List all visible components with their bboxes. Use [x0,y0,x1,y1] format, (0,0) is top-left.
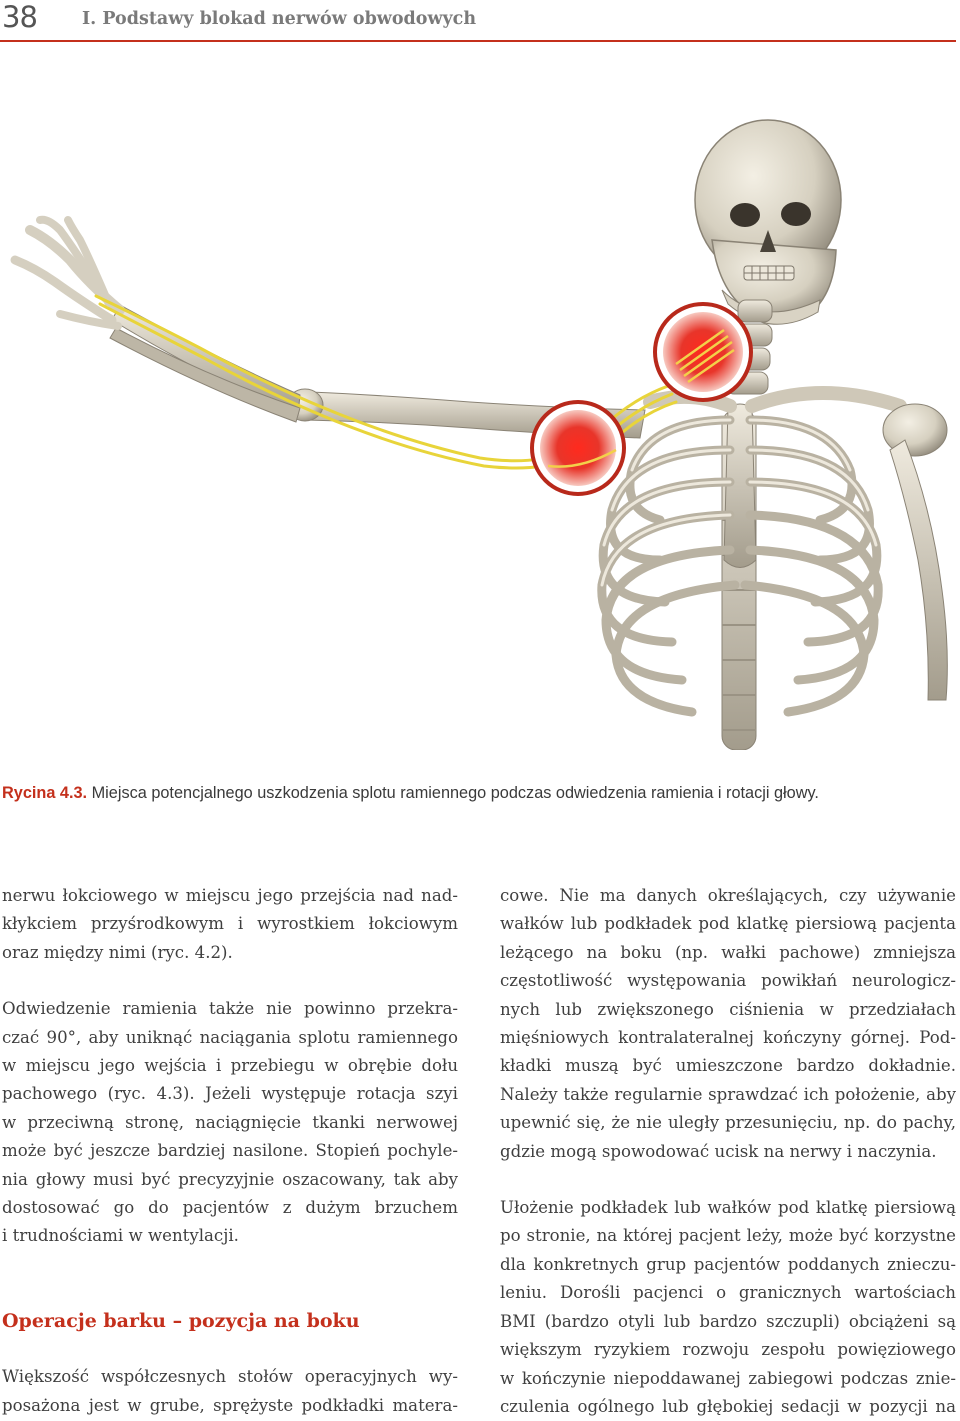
text-line: kłykciem przyśrodkowym i wyrostkiem łokciowym [2,914,458,934]
injury-site-neck [655,304,751,400]
text-line: BMI (bardzo otyli lub bardzo szczupli) obciążeni są [500,1311,956,1331]
text-line: pachowego (ryc. 4.3). Jeżeli występuje rotacja szyi [2,1084,458,1104]
text-line: nych lub zwiększonego ciśnienia w przedziałach [500,999,956,1019]
text-line: większym ryzykiem rozwoju zespołu powięziowego [500,1340,956,1360]
caption-label: Rycina 4.3. [2,784,88,802]
right-clavicle [752,393,900,406]
paragraph [500,882,956,1166]
page-number: 38 [2,0,37,34]
text-line: i trudnościami w wentylacji. [2,1226,239,1246]
text-line: Odwiedzenie ramienia także nie powinno przekra- [2,999,458,1019]
text-line: gdzie mogą spowodować ucisk na nerwy i naczynia. [500,1141,937,1161]
text-line: w miejscu jego wejścia i przebiegu w obrębie dołu [2,1056,458,1076]
text-line: może być jeszcze bardziej nasilone. Stopień pochyle- [2,1141,458,1161]
text-line: częstotliwość występowania powikłań neurologicz- [500,971,956,991]
injury-site-axilla [532,402,624,494]
section-heading: Operacje barku – pozycja na boku [2,1309,360,1332]
text-line: cowe. Nie ma danych określających, czy używanie [500,886,956,905]
text-line: w kończynie niepoddawanej zabiegowi podczas znie- [500,1368,956,1388]
text-line: Należy także regularnie sprawdzać ich położenie, aby [500,1084,956,1104]
text-line: kładki muszą być umieszczone bardzo dokładnie. [500,1056,956,1076]
text-line: posażona jest w grube, sprężyste podkładki matera- [2,1395,458,1415]
page-header [0,0,960,42]
text-line: oraz między nimi (ryc. 4.2). [2,942,233,962]
abducted-arm [15,220,645,438]
text-line: mięśniowych kontralateralnej kończyny górnej. Pod- [500,1028,956,1048]
skeleton-illustration [0,90,960,750]
text-line: czulenia ogólnego lub głębokiej sedacji w pozycji na [500,1396,956,1416]
paragraph [2,882,458,967]
text-line: Większość współczesnych stołów operacyjnych wy- [2,1367,458,1387]
text-line: leniu. Dorośli pacjenci o granicznych wartościach [500,1283,956,1303]
text-line: dostosować go do pacjentów z dużym brzuchem [2,1198,458,1218]
paragraph [500,1194,956,1421]
text-line: nerwu łokciowego w miejscu jego przejścia nad nad- [2,886,458,905]
text-line: Ułożenie podkładek lub wałków pod klatkę piersiową [500,1198,956,1218]
left-column [2,882,458,1420]
text-line: czać 90°, aby uniknąć naciągania splotu ramiennego [2,1027,458,1047]
right-column [500,882,956,1421]
anatomy-figure [0,90,960,750]
text-line: upewnić się, że nie uległy przesunięciu, np. do pachy, [500,1113,956,1133]
right-arm [883,404,947,700]
text-line: dla konkretnych grup pacjentów poddanych znieczu- [500,1254,956,1274]
running-head: I. Podstawy blokad nerwów obwodowych [82,9,477,29]
figure-caption [2,784,819,803]
paragraph [2,995,458,1251]
text-line: wałków lub podkładek pod klatkę piersiową pacjenta [500,914,956,934]
text-line: nia głowy musi być precyzyjnie oszacowany, tak aby [2,1169,458,1189]
text-line: po stronie, na której pacjent leży, może być korzystne [500,1226,956,1246]
header-rule [0,40,956,42]
text-line: w przeciwną stronę, naciągnięcie tkanki nerwowej [2,1112,458,1132]
caption-text: Miejsca potencjalnego uszkodzenia splotu ramiennego podczas odwiedzenia ramienia i rotacji głowy. [91,784,819,802]
text-line: leżącego na boku (np. wałki pachowe) zmniejsza [500,942,956,962]
skull [695,120,841,324]
paragraph [2,1363,458,1420]
